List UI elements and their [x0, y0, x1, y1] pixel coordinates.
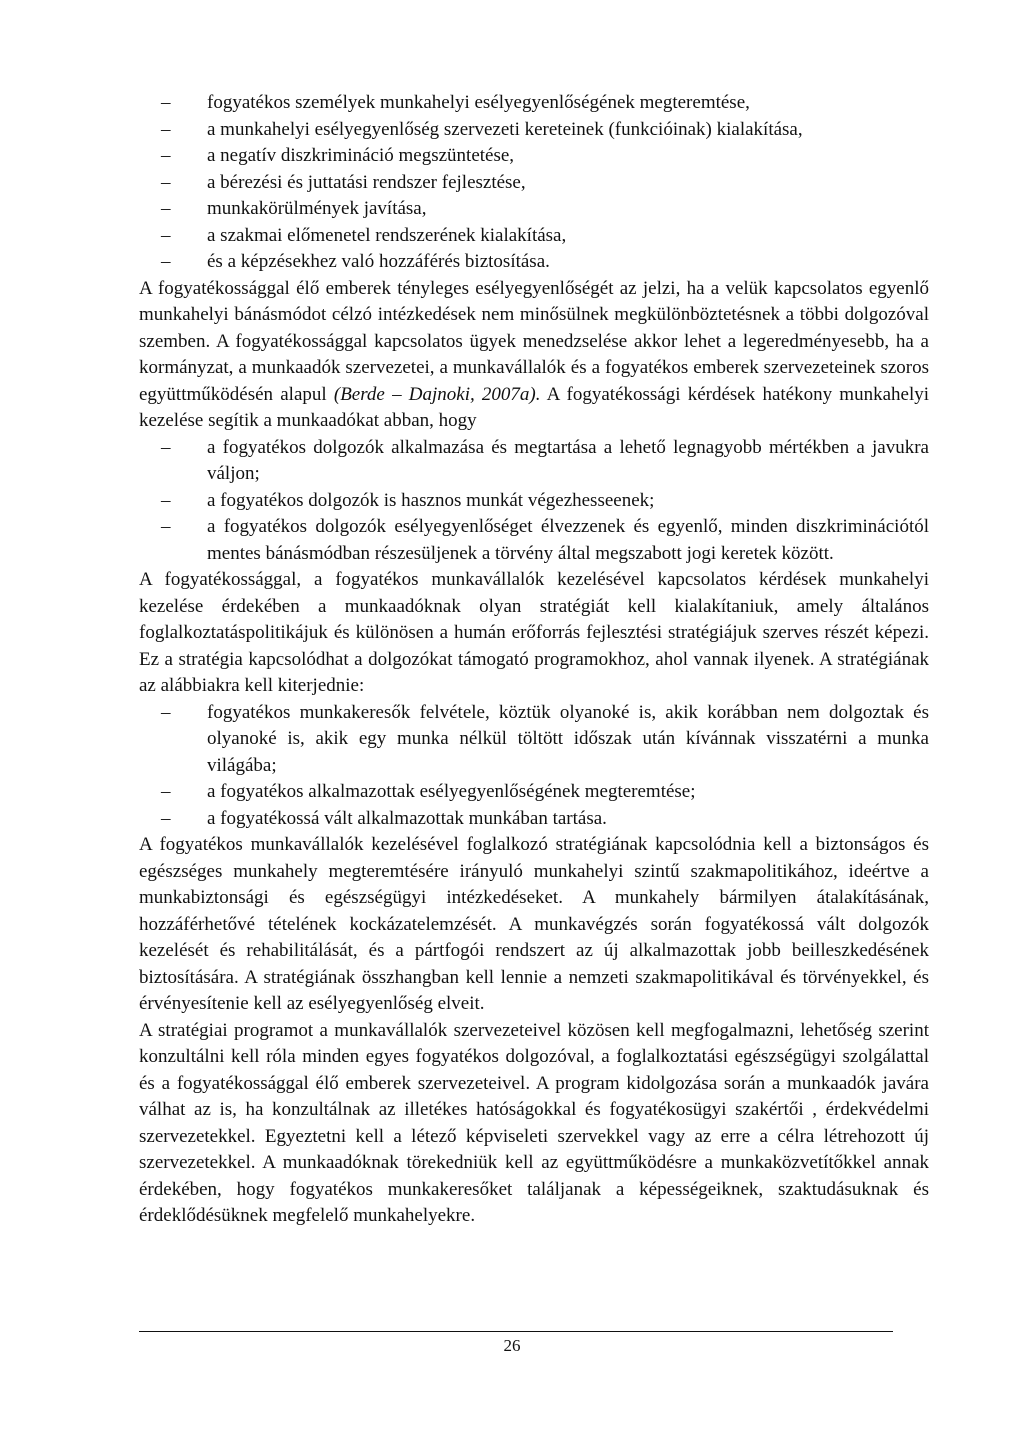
list-item: – fogyatékos munkakeresők felvétele, köztük olyanoké is, akik korábban nem dolgoztak és olyanoké is, akik egy munka nélkül töltött időszak után kívánnak visszatérni a munka világába; — [139, 700, 929, 780]
list-item: – a fogyatékos dolgozók alkalmazása és megtartása a lehető legnagyobb mértékben a javukra váljon; — [139, 435, 929, 488]
paragraph-workplace-safety: A fogyatékos munkavállalók kezelésével foglalkozó stratégiának kapcsolódnia kell a biztonságos és egészséges munkahely megteremtésére irányuló munkahelyi szintű szakmapolitikához, ideértve a munkabiztonsági és egészségügyi intézkedéseket. A munkahely bármilyen átalakításának, hozzáférhetővé tételének kockázatelemzését. A munkavégzés során fogyatékossá vált dolgozók kezelését és rehabilitálását, és a pártfogói rendszert az új alkalmazottak jobb beilleszkedésének biztosítására. A stratégiának összhangban kell lennie a nemzeti szakmapolitikával és törvényekkel, és érvényesítenie kell az esélyegyenlőség elveit. — [139, 834, 929, 1014]
footer-rule — [139, 1331, 893, 1332]
list-item: – a fogyatékos alkalmazottak esélyegyenlőségének megteremtése; — [139, 779, 929, 806]
list-item: – és a képzésekhez való hozzáférés biztosítása. — [139, 249, 929, 276]
strategy-scope-list — [139, 700, 929, 833]
list-item: – munkakörülmények javítása, — [139, 196, 929, 223]
list-item: – a munkahelyi esélyegyenlőség szervezeti kereteinek (funkcióinak) kialakítása, — [139, 117, 929, 144]
employer-benefits-list — [139, 435, 929, 568]
paragraph-text: A fogyatékossági kérdések hatékony munkahelyi kezelése segítik a munkaadókat abban, hogy — [139, 383, 929, 431]
list-item: – a fogyatékossá vált alkalmazottak munkában tartása. — [139, 806, 929, 833]
paragraph-strategy: A fogyatékossággal, a fogyatékos munkavállalók kezelésével kapcsolatos kérdések munkahelyi kezelése érdekében a munkaadóknak olyan stratégiát kell kialakítaniuk, amely általános foglalkoztatáspolitikájuk és különösen a humán erőforrás fejlesztési stratégiájuk szerves részét képezi. Ez a stratégia kapcsolódhat a dolgozókat támogató programokhoz, ahol vannak ilyenek. A stratégiának az alábbiakra kell kiterjednie: — [139, 569, 929, 696]
page-number: 26 — [503, 1336, 521, 1355]
citation: (Berde – Dajnoki, 2007a). — [333, 383, 541, 405]
paragraph-equal-opportunity — [139, 276, 929, 435]
list-item: – fogyatékos személyek munkahelyi esélyegyenlőségének megteremtése, — [139, 90, 929, 117]
policy-goals-list — [139, 90, 929, 276]
paragraph-consultation: A stratégiai programot a munkavállalók szervezeteivel közösen kell megfogalmazni, lehetőség szerint konzultálni kell róla minden egyes fogyatékos dolgozóval, a foglalkoztatási egészségügyi szolgálattal és a fogyatékossággal élő emberek szervezeteivel. A program kidolgozása során a munkaadók javára válhat az is, ha konzultálnak az illetékes hatóságokkal és fogyatékosügyi szakértői , érdekvédelmi szervezetekkel. Egyeztetni kell a létező képviseleti szervekkel vagy az erre a célra létrehozott új szervezetekkel. A munkaadóknak törekedniük kell az együttműködésre a munkaközvetítőkkel annak érdekében, hogy fogyatékos munkakeresőket találjanak a képességeiknek, szaktudásuknak és érdeklődésüknek megfelelő munkahelyekre. — [139, 1019, 929, 1226]
list-item: – a fogyatékos dolgozók is hasznos munkát végezhesseenek; — [139, 488, 929, 515]
list-item: – a fogyatékos dolgozók esélyegyenlőséget élvezzenek és egyenlő, minden diszkriminációtól mentes bánásmódban részesüljenek a törvény által megszabott jogi keretek között. — [139, 514, 929, 567]
page-content — [139, 90, 929, 1230]
paragraph-text: A fogyatékossággal élő emberek tényleges esélyegyenlőségét az jelzi, ha a velük kapcsolatos egyenlő munkahelyi bánásmódot célzó intézkedések nem minősülnek megkülönböztetésnek a többi dolgozóval szemben. A fogyatékossággal kapcsolatos ügyek menedzselése akkor lehet a legeredményesebb, ha a kormányzat, a munkaadók szervezetei, a munkavállalók és a fogyatékos emberek szervezeteinek szoros együttműködésén alapul — [139, 277, 929, 405]
list-item: – a bérezési és juttatási rendszer fejlesztése, — [139, 170, 929, 197]
list-item: – a negatív diszkrimináció megszüntetése, — [139, 143, 929, 170]
list-item: – a szakmai előmenetel rendszerének kialakítása, — [139, 223, 929, 250]
